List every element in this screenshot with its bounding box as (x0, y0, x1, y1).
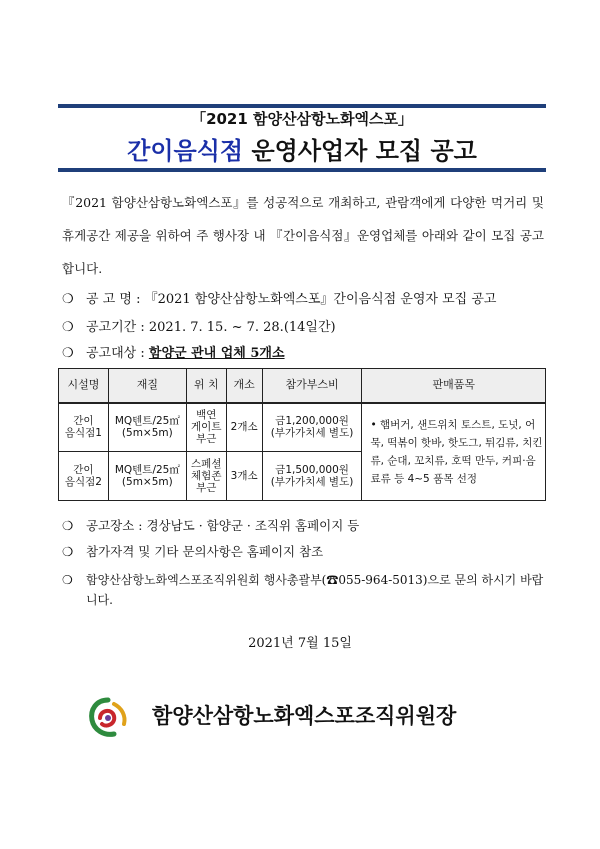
cell-fee: 금1,500,000원 (부가가치세 별도) (262, 452, 362, 501)
event-subtitle: 「2021 함양산삼항노화엑스포」 (191, 110, 413, 128)
info-label: 공고기간 : (86, 320, 145, 335)
notice-eligibility (62, 542, 544, 562)
bullet-icon: ❍ (62, 573, 73, 587)
table-header-row (59, 369, 546, 403)
title-highlight: 간이음식점 (127, 137, 244, 165)
header-fee: 참가부스비 (262, 369, 362, 403)
info-announcement-target (62, 342, 285, 361)
bullet-icon: ❍ (62, 518, 74, 533)
header-count: 개소 (226, 369, 262, 403)
info-announcement-period (62, 316, 336, 335)
bullet-icon: ❍ (62, 320, 74, 335)
cell-location: 백연 게이트 부근 (186, 403, 226, 452)
bullet-icon: ❍ (62, 544, 74, 559)
info-value: 2021. 7. 15. ~ 7. 28.(14일간) (148, 320, 336, 335)
header-items: 판매품목 (362, 369, 546, 403)
cell-facility: 간이 음식점2 (59, 452, 109, 501)
info-value: 함양군 관내 업체 5개소 (148, 346, 285, 361)
table-row (59, 403, 546, 452)
notice-text: 함양산삼항노화엑스포조직위원회 행사총괄부(☎055-964-5013)으로 문의 하시기 바랍니다. (86, 573, 544, 607)
cell-count: 3개소 (226, 452, 262, 501)
notice-location (62, 516, 544, 536)
organizer-logo-icon (86, 696, 130, 740)
intro-paragraph: 『2021 함양산삼항노화엑스포』를 성공적으로 개최하고, 관람객에게 다양한 먹거리 및 휴게공간 제공을 위하여 주 행사장 내 『간이음식점』운영업체를 아래와 같이 모집 공고합니다. (62, 195, 544, 276)
info-announcement-name (62, 288, 496, 307)
title-rest: 운영사업자 모집 공고 (243, 137, 477, 165)
info-label: 공 고 명 : (86, 292, 141, 307)
info-label: 공고대상 : (86, 346, 145, 361)
cell-facility: 간이 음식점1 (59, 403, 109, 452)
page-title (58, 131, 546, 166)
header-facility: 시설명 (59, 369, 109, 403)
notice-text: 공고장소 : 경상남도 · 함양군 · 조직위 홈페이지 등 (86, 518, 360, 533)
cell-fee: 금1,200,000원 (부가가치세 별도) (262, 403, 362, 452)
bullet-icon: ❍ (62, 292, 74, 307)
cell-material: MQ텐트/25㎡ (5m×5m) (108, 452, 186, 501)
info-value: 『2021 함양산삼항노화엑스포』간이음식점 운영자 모집 공고 (144, 292, 497, 307)
cell-count: 2개소 (226, 403, 262, 452)
title-box (58, 104, 546, 174)
cell-items: • 햄버거, 샌드위치 토스트, 도넛, 어묵, 떡볶이 핫바, 핫도그, 튀김류, 치킨류, 순대, 꼬치류, 호떡 만두, 커피·음료류 등 4~5 품목 선정 (362, 403, 546, 501)
organizer-name: 함양산삼항노화엑스포조직위원장 (152, 704, 457, 728)
notice-text: 참가자격 및 기타 문의사항은 홈페이지 참조 (86, 544, 324, 559)
facility-table (58, 368, 546, 501)
title-bottom-rule (58, 168, 546, 172)
bullet-icon: ❍ (62, 346, 74, 361)
header-material: 재질 (108, 369, 186, 403)
cell-material: MQ텐트/25㎡ (5m×5m) (108, 403, 186, 452)
announcement-date: 2021년 7월 15일 (248, 636, 352, 651)
notice-contact (62, 570, 544, 610)
header-location: 위 치 (186, 369, 226, 403)
cell-location: 스페셜 체험존 부근 (186, 452, 226, 501)
